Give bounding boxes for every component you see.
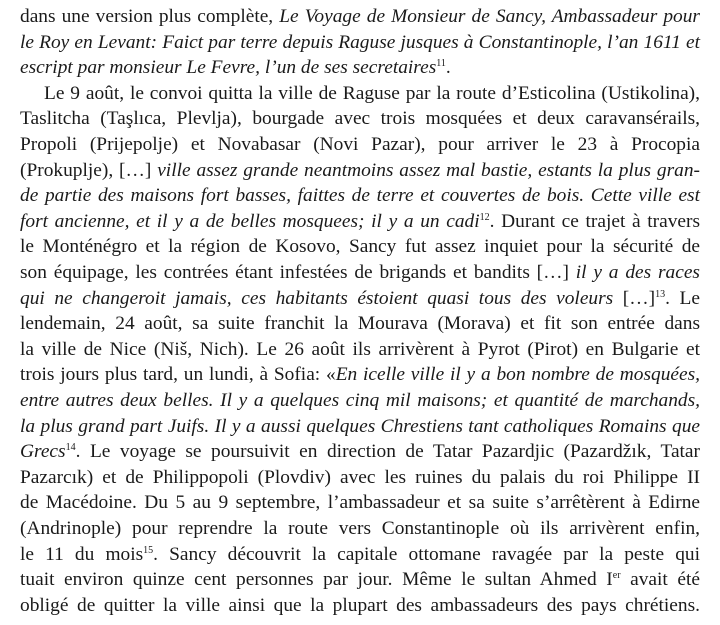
text-run: . Le voyage se poursuivit en direction de Tatar Pazardjic (Pazardžık, Tatar [75, 441, 700, 463]
text-line [20, 593, 700, 619]
text-line [20, 234, 700, 260]
text-line [20, 362, 700, 388]
text-line [44, 81, 700, 107]
text-line [20, 490, 700, 516]
text-line [20, 106, 700, 132]
text-run: dans une version plus complète, [20, 6, 280, 27]
footnote-ref: 15 [143, 544, 154, 556]
text-run: ville assez grande neantmoins assez mal bastie, estants la plus gran- [157, 159, 701, 181]
text-line [20, 414, 700, 440]
text-run: Propoli (Prijepolje) et Novabasar (Novi Pazar), pour arriver le 23 à Procopia [20, 134, 700, 155]
text-line [20, 311, 700, 337]
text-run: Le 9 août, le convoi quitta la ville de Raguse par la route d’Esticolina (Ustikolina), [44, 82, 700, 104]
text-run: escript par monsieur Le Fevre, l’un de ses secretaires [20, 57, 437, 79]
text-run: son équipage, les contrées étant infestées de brigands et bandits […] [20, 262, 576, 283]
text-run: (Prokuplje), […] [20, 159, 158, 181]
text-run: le Roy en Levant: Faict par terre depuis Raguse jusques à Constantinople, l’an 1611 et [20, 31, 700, 53]
footnote-ref: 14 [65, 442, 76, 454]
footnote-ref: er [612, 570, 621, 582]
text-run: (Andrinople) pour reprendre la route vers Constantinople où ils arrivèrent enfin, [20, 518, 700, 539]
text-run: qui ne changeroit jamais, ces habitants éstoient quasi tous des voleurs [20, 287, 623, 309]
footnote-ref: 11 [436, 58, 446, 70]
text-run: Le Voyage de Monsieur de Sancy, Ambassadeur pour [279, 6, 700, 27]
text-line [20, 542, 700, 568]
text-run: entre autres deux belles. Il y a quelques cinq mil maisons; et quantité de marchands, [20, 390, 700, 411]
text-run: de partie des maisons fort basses, faittes de terre et couvertes de bois. Cette ville est [20, 185, 700, 207]
text-line [20, 183, 700, 209]
text-run: lendemain, 24 août, sa suite franchit la Mourava (Morava) et fit son entrée dans [20, 313, 700, 335]
text-run: obligé de quitter la ville ainsi que la plupart des ambassadeurs des pays chrétiens. [20, 594, 700, 616]
text-run: le Monténégro et la région de Kosovo, Sancy fut assez inquiet pour la sécurité de [20, 236, 700, 258]
text-line [20, 55, 700, 81]
text-run: la plus grand part Juifs. Il y a aussi quelques Chrestiens tant catholiques Romains que [20, 415, 700, 437]
text-run: . Sancy découvrit la capitale ottomane ravagée par la peste qui [153, 543, 700, 565]
text-run: . Le [665, 287, 700, 309]
text-run: En icelle ville il y a bon nombre de mosquées, [335, 364, 700, 386]
text-run: trois jours plus tard, un lundi, à Sofia: « [20, 364, 336, 386]
text-run: le 11 du mois [20, 543, 144, 565]
text-run: tuait environ quinze cent personnes par jour. Même le sultan Ahmed I [20, 569, 613, 591]
text-line [20, 388, 700, 414]
text-run: de Macédoine. Du 5 au 9 septembre, l’ambassadeur et sa suite s’arrêtèrent à Edirne [20, 492, 700, 514]
text-run: . Durant ce trajet à travers [489, 210, 700, 232]
text-line [20, 260, 700, 286]
text-run: Pazarcık) et de Philippopoli (Plovdiv) avec les ruines du palais du roi Philippe II [20, 466, 700, 488]
text-run: fort ancienne, et il y a de belles mosquees; il y a un cadi [20, 210, 480, 232]
text-line [20, 567, 700, 593]
text-line [20, 30, 700, 56]
text-line [20, 465, 700, 491]
text-run: Grecs [20, 441, 66, 463]
text-run: avait été [620, 569, 701, 591]
text-line [20, 209, 700, 235]
text-run: Taslitcha (Taşlıca, Plevlja), bourgade avec trois mosquées et deux caravansérails, [20, 108, 700, 130]
text-run: la ville de Nice (Niš, Nich). Le 26 août ils arrivèrent à Pyrot (Pirot) en Bulgarie et [20, 338, 700, 360]
text-line [20, 337, 700, 363]
text-run: […] [622, 287, 656, 309]
footnote-ref: 13 [655, 288, 666, 300]
text-line [20, 158, 700, 184]
text-line [20, 4, 700, 30]
text-line [20, 132, 700, 158]
text-run: il y a des races [575, 262, 700, 283]
text-line [20, 516, 700, 542]
text-line [20, 439, 700, 465]
text-run: . [445, 57, 451, 79]
text-line [20, 286, 700, 312]
footnote-ref: 12 [479, 211, 490, 223]
